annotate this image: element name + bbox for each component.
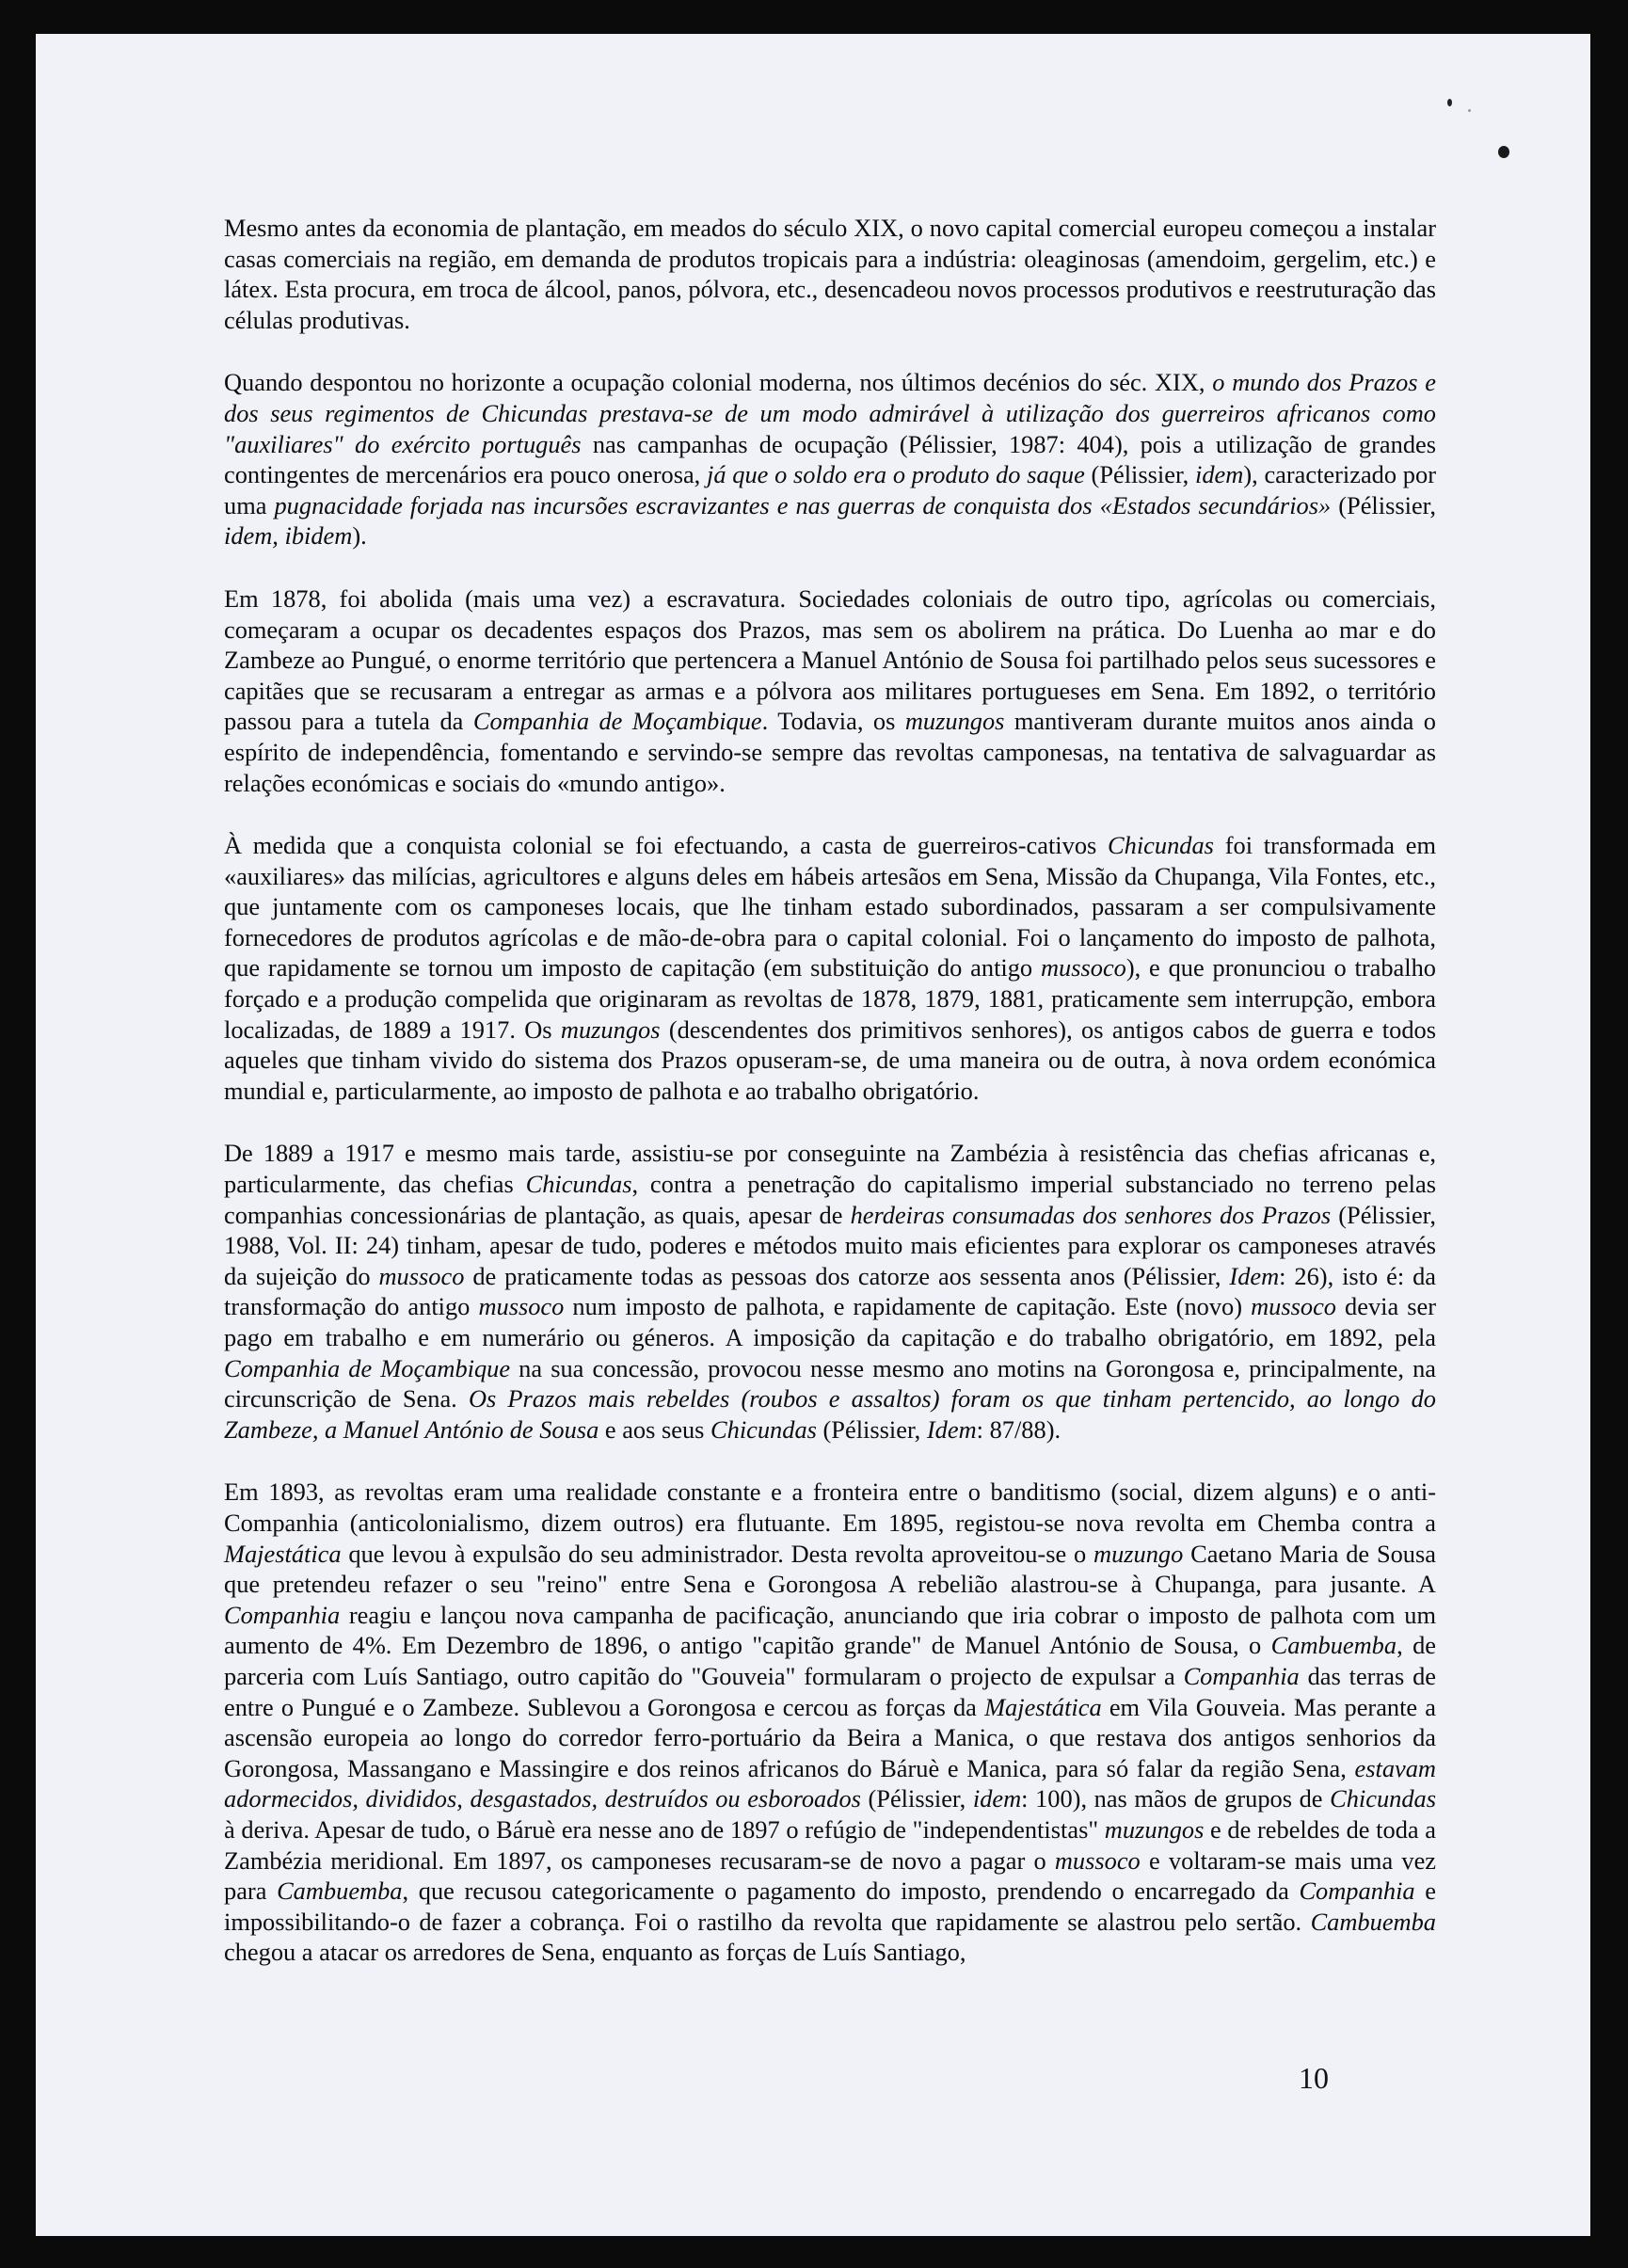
- paragraph-6: [224, 1477, 1436, 1968]
- text-run: . Todavia, os: [761, 707, 905, 736]
- ink-dot-mark: [1498, 146, 1509, 158]
- paragraph-4: [224, 830, 1436, 1106]
- text-run: nas campanhas de ocupação (Pélissier, 1987: 404), pois a utilização de grandes contingentes de mercenários era pouco onerosa,: [224, 429, 1436, 489]
- text-run: em Vila Gouveia. Mas perante a ascensão europeia ao longo do corredor ferro-portuário da Beira a Manica, o que restava dos antigos senhorios da Gorongosa, Massangano e Massingire e dos reinos africanos do Báruè e Manica, para só falar da região Sena,: [224, 1692, 1437, 1782]
- text-run: Em 1878, foi abolida (mais uma vez) a escravatura. Sociedades coloniais de outro tipo, agrícolas ou comerciais, começaram a ocupar os decadentes espaços dos Prazos, mas sem os abolirem na prática. Do Luenha ao mar e do Zambeze ao Pungué, o enorme território que pertencera a Manuel António de Sousa foi partilhado pelos seus sucessores e capitães que se recusaram a entregar as armas e a pólvora aos militares portugueses em Sena. Em 1892, o território passou para a tutela da: [224, 583, 1436, 736]
- italic-run: já que o soldo era o produto do saque: [707, 460, 1085, 489]
- italic-run: Idem: [1229, 1261, 1280, 1290]
- italic-run: Chicundas: [1330, 1784, 1437, 1813]
- italic-run: Cambuemba: [277, 1877, 403, 1906]
- speck-mark: [1468, 109, 1471, 112]
- italic-run: idem: [972, 1784, 1022, 1813]
- text-run: : 26), isto é: da transformação do antigo: [224, 1261, 1436, 1321]
- italic-run: Companhia de Moçambique: [472, 707, 762, 736]
- italic-run: muzungos: [1104, 1814, 1205, 1844]
- text-run: , contra a penetração do capitalismo imperial substanciado no terreno pelas companhias concessionárias de plantação, as quais, apesar de: [224, 1170, 1436, 1229]
- italic-run: muzungos: [560, 1014, 661, 1044]
- text-run: Mesmo antes da economia de plantação, em meados do século XIX, o novo capital comercial europeu começou a instalar casas comerciais na região, em demanda de produtos tropicais para a indústria: oleaginosas (amendoim, gergelim, etc.) e látex. Esta procura, em troca de álcool, panos, pólvora, etc., desencadeou novos processos produtivos e reestruturação das células produtivas.: [224, 214, 1436, 334]
- text-run: (Pélissier, 1988, Vol. II: 24) tinham, apesar de tudo, poderes e métodos muito mais eficientes para explorar os camponeses através da sujeição do: [224, 1200, 1437, 1290]
- paragraph-5: [224, 1138, 1436, 1445]
- paragraph-3: [224, 583, 1436, 798]
- italic-run: o mundo dos Prazos e dos seus regimentos de Chicundas prestava-se de um modo admirável à utilização dos guerreiros africanos como "auxiliares" do exército português: [224, 368, 1437, 458]
- italic-run: pugnacidade forjada nas incursões escravizantes e nas guerras de conquista dos «Estados secundários»: [274, 490, 1332, 519]
- italic-run: mussoco: [1251, 1292, 1336, 1321]
- text-run: (Pélissier,: [860, 1784, 973, 1813]
- text-run: ), caracterizado por uma: [224, 460, 1436, 519]
- text-run: e de rebeldes de toda a Zambézia meridional. Em 1897, os camponeses recusaram-se de novo a pagar o: [224, 1814, 1436, 1875]
- italic-run: Companhia: [1299, 1877, 1415, 1906]
- text-run: À medida que a conquista colonial se foi efectuando, a casta de guerreiros-cativos: [224, 831, 1109, 860]
- italic-run: estavam adormecidos, divididos, desgastados, destruídos ou esboroados: [224, 1753, 1436, 1813]
- page-number: 10: [1299, 2061, 1329, 2095]
- italic-run: mussoco: [1040, 953, 1126, 982]
- italic-run: mussoco: [1054, 1845, 1141, 1875]
- italic-run: Cambuemba: [1310, 1907, 1436, 1936]
- text-run: num imposto de palhota, e rapidamente de capitação. Este (novo): [564, 1292, 1252, 1321]
- text-run: chegou a atacar os arredores de Sena, enquanto as forças de Luís Santiago,: [224, 1938, 966, 1967]
- text-run: devia ser pago em trabalho e em numerário ou géneros. A imposição da capitação e do trabalho obrigatório, em 1892, pela: [224, 1292, 1436, 1351]
- text-run: de praticamente todas as pessoas dos catorze aos sessenta anos (Pélissier,: [464, 1261, 1230, 1290]
- italic-run: idem: [1195, 460, 1244, 489]
- italic-run: herdeiras consumadas dos senhores dos Prazos: [850, 1200, 1332, 1229]
- text-run: Em 1893, as revoltas eram uma realidade constante e a fronteira entre o banditismo (social, dizem alguns) e o anti-Companhia (anticolonialismo, dizem outros) era flutuante. Em 1895, registou-se nova revolta em Chemba contra a: [224, 1477, 1436, 1537]
- italic-run: Majestática: [224, 1539, 342, 1568]
- italic-run: Chicundas: [525, 1170, 632, 1199]
- text-run: De 1889 a 1917 e mesmo mais tarde, assistiu-se por conseguinte na Zambézia à resistência das chefias africanas e, particularmente, das chefias: [224, 1139, 1436, 1199]
- text-run: (Pélissier,: [1084, 460, 1196, 489]
- italic-run: Os Prazos mais rebeldes (roubos e assaltos) foram os que tinham pertencido, ao longo do Zambeze, a Manuel António de Sousa: [224, 1384, 1436, 1444]
- text-run: Quando despontou no horizonte a ocupação colonial moderna, nos últimos decénios do séc. XIX,: [224, 368, 1213, 397]
- italic-run: Cambuemba: [1270, 1631, 1397, 1660]
- text-run: (descendentes dos primitivos senhores), os antigos cabos de guerra e todos aqueles que tinham vivido do sistema dos Prazos opuseram-se, de uma maneira ou de outra, à nova ordem económica mundial e, particularmente, ao imposto de palhota e ao trabalho obrigatório.: [224, 1014, 1436, 1105]
- body-text: [224, 213, 1436, 2000]
- text-run: das terras de entre o Pungué e o Zambeze. Sublevou a Gorongosa e cercou as forças da: [224, 1661, 1436, 1721]
- italic-run: Majestática: [984, 1692, 1102, 1721]
- text-run: e impossibilitando-o de fazer a cobrança. Foi o rastilho da revolta que rapidamente se alastrou pelo sertão.: [224, 1877, 1436, 1936]
- text-run: mantiveram durante muitos anos ainda o espírito de independência, fomentando e servindo-se sempre das revoltas camponesas, na tentativa de salvaguardar as relações económicas e sociais do «mundo antigo».: [224, 707, 1436, 797]
- text-run: ), e que pronunciou o trabalho forçado e a produção compelida que originaram as revoltas de 1878, 1879, 1881, praticamente sem interrupção, embora localizadas, de 1889 a 1917. Os: [224, 953, 1436, 1044]
- italic-run: mussoco: [478, 1292, 565, 1321]
- italic-run: muzungos: [904, 707, 1005, 736]
- text-run: (Pélissier,: [816, 1414, 927, 1444]
- paragraph-1: [224, 213, 1436, 335]
- text-run: (Pélissier,: [1331, 490, 1437, 519]
- speck-mark: [1447, 99, 1452, 106]
- text-run: Caetano Maria de Sousa que pretendeu refazer o seu "reino" entre Sena e Gorongosa A rebelião alastrou-se à Chupanga, para jusante. A: [224, 1539, 1436, 1599]
- text-run: na sua concessão, provocou nesse mesmo ano motins na Gorongosa e, principalmente, na circunscrição de Sena.: [224, 1353, 1437, 1414]
- italic-run: Companhia: [1183, 1661, 1300, 1690]
- italic-run: Chicundas: [710, 1414, 817, 1444]
- text-run: : 87/88).: [976, 1414, 1061, 1444]
- text-run: foi transformada em «auxiliares» das milícias, agricultores e alguns deles em hábeis artesãos em Sena, Missão da Chupanga, Vila Fontes, etc., que juntamente com os camponeses locais, que lhe tinham estado subordinados, passaram a ser compulsivamente fornecedores de produtos agrícolas e de mão-de-obra para o capital colonial. Foi o lançamento do imposto de palhota, que rapidamente se tornou um imposto de capitação (em substituição do antigo: [224, 831, 1436, 982]
- paragraph-2: [224, 367, 1436, 551]
- italic-run: Chicundas: [1108, 831, 1214, 860]
- italic-run: Idem: [926, 1414, 977, 1444]
- text-run: e voltaram-se mais uma vez para: [224, 1845, 1436, 1906]
- text-run: : 100), nas mãos de grupos de: [1021, 1784, 1331, 1813]
- text-run: ).: [352, 521, 367, 551]
- italic-run: Companhia de Moçambique: [224, 1353, 511, 1382]
- text-run: , que recusou categoricamente o pagamento do imposto, prendendo o encarregado da: [402, 1877, 1300, 1906]
- text-run: à deriva. Apesar de tudo, o Báruè era nesse ano de 1897 o refúgio de "independentistas": [224, 1814, 1105, 1844]
- text-run: que levou à expulsão do seu administrador. Desta revolta aproveitou-se o: [341, 1539, 1094, 1568]
- text-run: , de parceria com Luís Santiago, outro capitão do "Gouveia" formularam o projecto de expulsar a: [224, 1631, 1436, 1690]
- italic-run: idem, ibidem: [224, 521, 353, 551]
- italic-run: Companhia: [224, 1600, 341, 1629]
- text-run: reagiu e lançou nova campanha de pacificação, anunciando que iria cobrar o imposto de palhota com um aumento de 4%. Em Dezembro de 1896, o antigo "capitão grande" de Manuel António de Sousa, o: [224, 1600, 1436, 1660]
- italic-run: mussoco: [378, 1261, 465, 1290]
- italic-run: muzungo: [1093, 1539, 1184, 1568]
- text-run: e aos seus: [599, 1414, 711, 1444]
